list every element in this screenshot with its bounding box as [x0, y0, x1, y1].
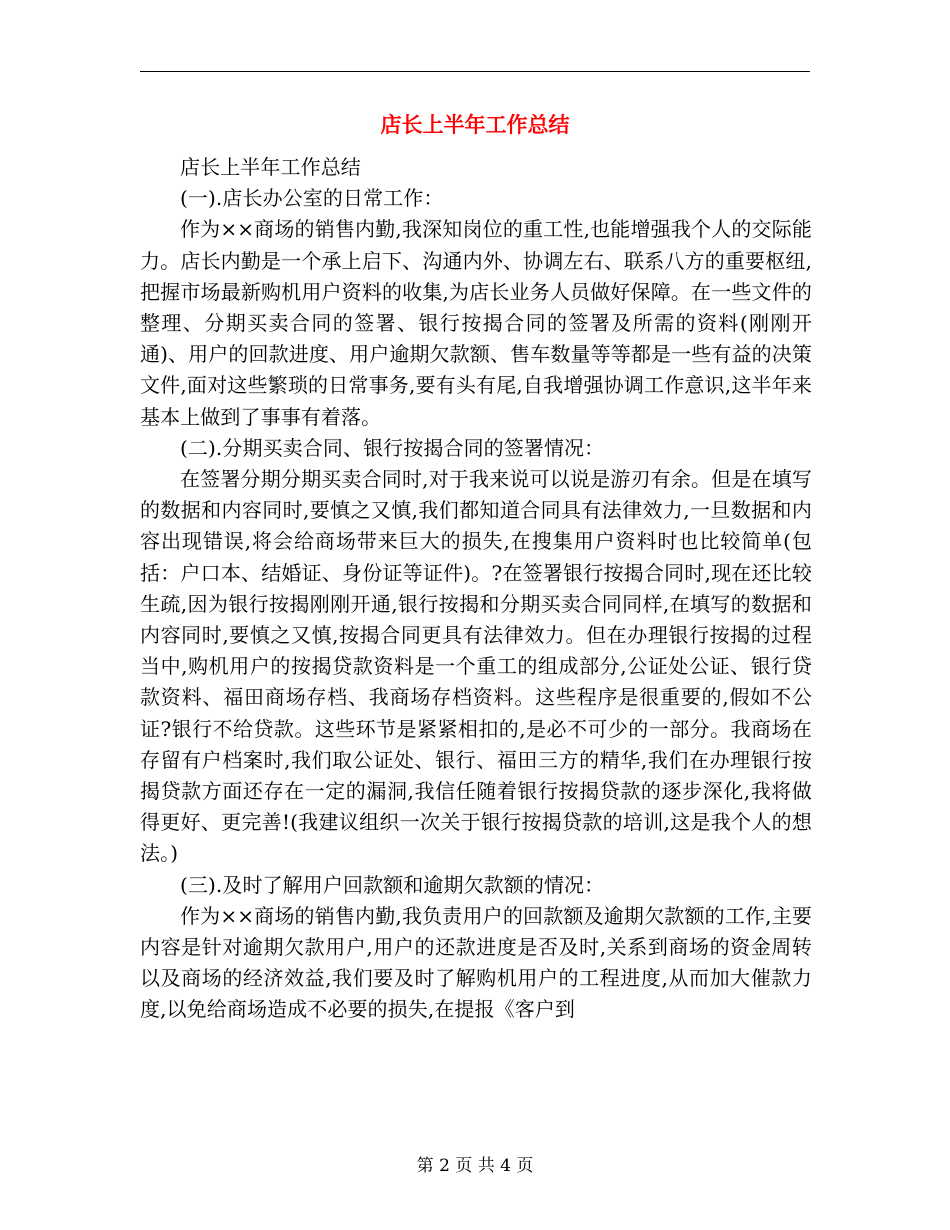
section-heading-2: (二).分期买卖合同、银行按揭合同的签署情况： — [180, 435, 605, 460]
header-rule — [140, 71, 810, 72]
page-footer — [0, 1154, 950, 1178]
page-number: 第 2 页 共 4 页 — [416, 1156, 534, 1176]
document-title: 店长上半年工作总结 — [380, 112, 570, 137]
body-paragraph: 在签署分期分期买卖合同时,对于我来说可以说是游刃有余。但是在填写的数据和内容同时,要慎之又慎,我们都知道合同具有法律效力,一旦数据和内容出现错误,将会给商场带来巨大的损失,在搜集用户资料时也比较简单(包括：户口本、结婚证、身份证等证件)。?在签署银行按揭合同时,现在还比较生疏,因为银行按揭刚刚开通,银行按揭和分期买卖合同同样,在填写的数据和内容同时,要慎之又慎,按揭合同更具有法律效力。但在办理银行按揭的过程当中,购机用户的按揭贷款资料是一个重工的组成部分,公证处公证、银行贷款资料、福田商场存档、我商场存档资料。这些程序是很重要的,假如不公证?银行不给贷款。这些环节是紧紧相扣的,是必不可少的一部分。我商场在存留有户档案时,我们取公证处、银行、福田三方的精华,我们在办理银行按揭贷款方面还存在一定的漏洞,我信任随着银行按揭贷款的逐步深化,我将做得更好、更完善!(我建议组织一次关于银行按揭贷款的培训,这是我个人的想法。) — [140, 467, 812, 866]
document-body — [140, 152, 812, 1026]
body-paragraph: 店长上半年工作总结 — [180, 155, 361, 179]
section-heading-3: (三).及时了解用户回款额和逾期欠款额的情况： — [180, 872, 605, 897]
section-heading-1: (一).店长办公室的日常工作： — [180, 186, 444, 211]
body-paragraph: 作为××商场的销售内勤,我负责用户的回款额及逾期欠款额的工作,主要内容是针对逾期欠款用户,用户的还款进度是否及时,关系到商场的资金周转以及商场的经济效益,我们要及时了解购机用户的工程进度,从而加大催款力度,以免给商场造成不必要的损失,在提报《客户到 — [140, 903, 812, 1022]
body-paragraph: 作为××商场的销售内勤,我深知岗位的重工性,也能增强我个人的交际能力。店长内勤是一个承上启下、沟通内外、协调左右、联系八方的重要枢纽,把握市场最新购机用户资料的收集,为店长业务人员做好保障。在一些文件的整理、分期买卖合同的签署、银行按揭合同的签署及所需的资料(刚刚开通)、用户的回款进度、用户逾期欠款额、售车数量等等都是一些有益的决策文件,面对这些繁琐的日常事务,要有头有尾,自我增强协调工作意识,这半年来基本上做到了事事有着落。 — [140, 217, 812, 429]
